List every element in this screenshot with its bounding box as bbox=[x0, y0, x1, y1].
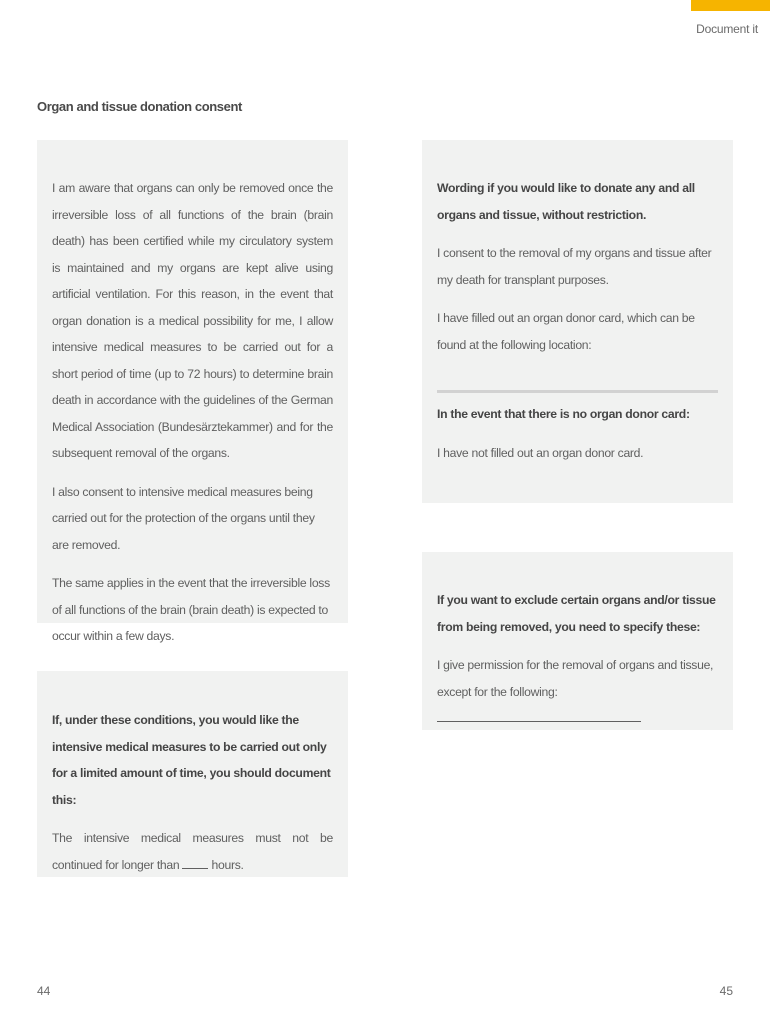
donor-card-location-field[interactable] bbox=[437, 390, 718, 393]
time-limit-text bbox=[52, 825, 333, 878]
time-limit-heading: If, under these conditions, you would like the intensive medical measures to be carried out only for a limited amount of time, you should document this: bbox=[52, 713, 331, 807]
consent-paragraph-3: The same applies in the event that the irreversible loss of all functions of the brain (brain death) is expected to occur within a few days. bbox=[52, 576, 330, 643]
page-number-right: 45 bbox=[719, 984, 733, 998]
wording-heading: Wording if you would like to donate any and all organs and tissue, without restriction. bbox=[437, 181, 695, 222]
exclude-text bbox=[437, 652, 718, 732]
wording-box bbox=[422, 140, 733, 503]
time-limit-box bbox=[37, 671, 348, 877]
no-card-heading: In the event that there is no organ donor card: bbox=[437, 407, 690, 421]
page-number-left: 44 bbox=[37, 984, 51, 998]
time-limit-text-after: hours. bbox=[211, 857, 244, 872]
consent-paragraph-1: I am aware that organs can only be removed once the irreversible loss of all functions of the brain (brain death) has been certified while my circulatory system is maintained and my organs are kept alive using artificial ventilation. For this reason, in the event that organ donation is a medical possibility for me, I allow intensive medical measures to be carried out for a short period of time (up to 72 hours) to determine brain death in accordance with the guidelines of the German Medical Association (Bundesärztekammer) and for the subsequent removal of the organs. bbox=[52, 181, 333, 460]
consent-paragraph-2: I also consent to intensive medical measures being carried out for the protection of the organs until they are removed. bbox=[52, 484, 315, 552]
hours-blank-field[interactable] bbox=[182, 868, 208, 869]
exclude-text-label: I give permission for the removal of organs and tissue, except for the following: bbox=[437, 658, 714, 699]
page-title: Organ and tissue donation consent bbox=[37, 99, 242, 114]
no-card-text: I have not filled out an organ donor card. bbox=[437, 445, 644, 460]
wording-paragraph-1: I consent to the removal of my organs and tissue after my death for transplant purposes. bbox=[437, 246, 712, 287]
exclude-heading: If you want to exclude certain organs and/or tissue from being removed, you need to specify these: bbox=[437, 593, 716, 634]
wording-paragraph-2: I have filled out an organ donor card, which can be found at the following location: bbox=[437, 311, 695, 352]
time-limit-text-before: The intensive medical measures must not be continued for longer than bbox=[52, 831, 333, 872]
section-label: Document it bbox=[696, 22, 758, 36]
excluded-organs-field[interactable] bbox=[437, 721, 641, 722]
accent-bar bbox=[691, 0, 770, 11]
exclude-box bbox=[422, 552, 733, 730]
consent-box bbox=[37, 140, 348, 643]
